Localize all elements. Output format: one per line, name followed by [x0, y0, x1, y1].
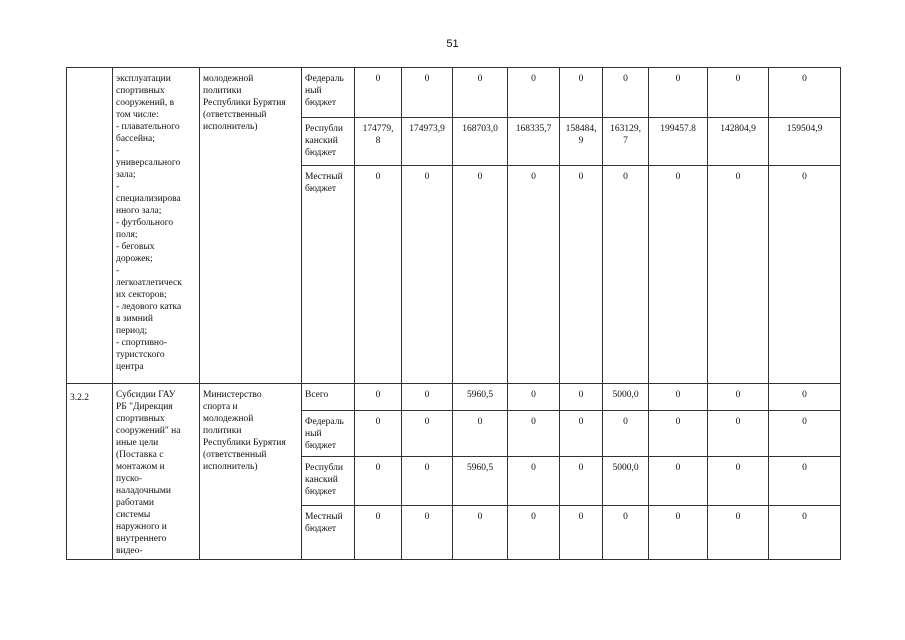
value-cell: 0 — [603, 166, 649, 384]
value-cell: 159504,9 — [769, 118, 841, 166]
value-cell: 0 — [355, 384, 402, 411]
value-cell: 0 — [708, 505, 769, 559]
budget-source-cell: Всего — [302, 384, 355, 411]
row-name-cell: эксплуатации спортивных сооружений, в том числе: - плавательного бассейна; - универсального зала; - специализирова нного зала; - футбольного поля; - беговых дорожек; - легкоатлетическ их секторов; - ледового катка в зимний период; - спортивно- туристского центра — [113, 68, 200, 384]
value-cell: 0 — [649, 505, 708, 559]
value-cell: 0 — [508, 68, 560, 118]
value-cell: 0 — [649, 457, 708, 505]
value-cell: 0 — [355, 166, 402, 384]
value-cell: 0 — [560, 68, 603, 118]
value-cell: 0 — [453, 68, 508, 118]
value-cell: 0 — [603, 411, 649, 457]
table-body — [67, 68, 841, 560]
value-cell: 168335,7 — [508, 118, 560, 166]
value-cell: 0 — [508, 457, 560, 505]
value-cell: 0 — [402, 505, 453, 559]
row-code-cell: 3.2.2 — [67, 384, 113, 560]
value-cell: 5000,0 — [603, 457, 649, 505]
budget-source-cell: Федераль ный бюджет — [302, 411, 355, 457]
value-cell: 168703,0 — [453, 118, 508, 166]
value-cell: 0 — [560, 166, 603, 384]
value-cell: 0 — [769, 411, 841, 457]
value-cell: 0 — [708, 411, 769, 457]
page-number: 51 — [446, 38, 459, 50]
value-cell: 0 — [560, 505, 603, 559]
value-cell: 5960,5 — [453, 457, 508, 505]
value-cell: 199457.8 — [649, 118, 708, 166]
value-cell: 0 — [355, 505, 402, 559]
value-cell: 0 — [708, 68, 769, 118]
value-cell: 0 — [508, 384, 560, 411]
value-cell: 0 — [649, 384, 708, 411]
value-cell: 0 — [708, 384, 769, 411]
value-cell: 0 — [355, 411, 402, 457]
value-cell: 5960,5 — [453, 384, 508, 411]
value-cell: 0 — [355, 68, 402, 118]
value-cell: 0 — [402, 411, 453, 457]
value-cell: 0 — [708, 166, 769, 384]
value-cell: 0 — [402, 457, 453, 505]
value-cell: 0 — [769, 505, 841, 559]
value-cell: 0 — [508, 166, 560, 384]
value-cell: 0 — [355, 457, 402, 505]
value-cell: 0 — [508, 505, 560, 559]
row-executor-cell: Министерство спорта и молодежной политики Республики Бурятия (ответственный исполнитель) — [200, 384, 302, 560]
table-row — [67, 384, 841, 411]
budget-source-cell: Местный бюджет — [302, 505, 355, 559]
row-code-cell — [67, 68, 113, 384]
budget-source-cell: Республи канский бюджет — [302, 118, 355, 166]
value-cell: 0 — [402, 384, 453, 411]
value-cell: 0 — [453, 166, 508, 384]
value-cell: 0 — [708, 457, 769, 505]
value-cell: 0 — [453, 411, 508, 457]
value-cell: 0 — [560, 457, 603, 505]
budget-source-cell: Местный бюджет — [302, 166, 355, 384]
value-cell: 174973,9 — [402, 118, 453, 166]
budget-table — [66, 67, 841, 560]
value-cell: 174779, 8 — [355, 118, 402, 166]
table-row — [67, 68, 841, 118]
value-cell: 0 — [603, 68, 649, 118]
budget-source-cell: Федераль ный бюджет — [302, 68, 355, 118]
value-cell: 0 — [560, 384, 603, 411]
row-executor-cell: молодежной политики Республики Бурятия (ответственный исполнитель) — [200, 68, 302, 384]
value-cell: 0 — [769, 68, 841, 118]
value-cell: 0 — [649, 68, 708, 118]
value-cell: 142804,9 — [708, 118, 769, 166]
value-cell: 0 — [560, 411, 603, 457]
value-cell: 0 — [649, 166, 708, 384]
value-cell: 0 — [508, 411, 560, 457]
value-cell: 0 — [769, 384, 841, 411]
value-cell: 0 — [402, 68, 453, 118]
value-cell: 158484, 9 — [560, 118, 603, 166]
value-cell: 0 — [402, 166, 453, 384]
value-cell: 0 — [603, 505, 649, 559]
row-name-cell: Субсидии ГАУ РБ "Дирекция спортивных сооружений" на иные цели (Поставка с монтажом и пуско- наладочными работами системы наружного и внутреннего видео- — [113, 384, 200, 560]
value-cell: 0 — [649, 411, 708, 457]
value-cell: 0 — [769, 457, 841, 505]
value-cell: 0 — [769, 166, 841, 384]
value-cell: 0 — [453, 505, 508, 559]
budget-source-cell: Республи канский бюджет — [302, 457, 355, 505]
value-cell: 163129, 7 — [603, 118, 649, 166]
value-cell: 5000,0 — [603, 384, 649, 411]
